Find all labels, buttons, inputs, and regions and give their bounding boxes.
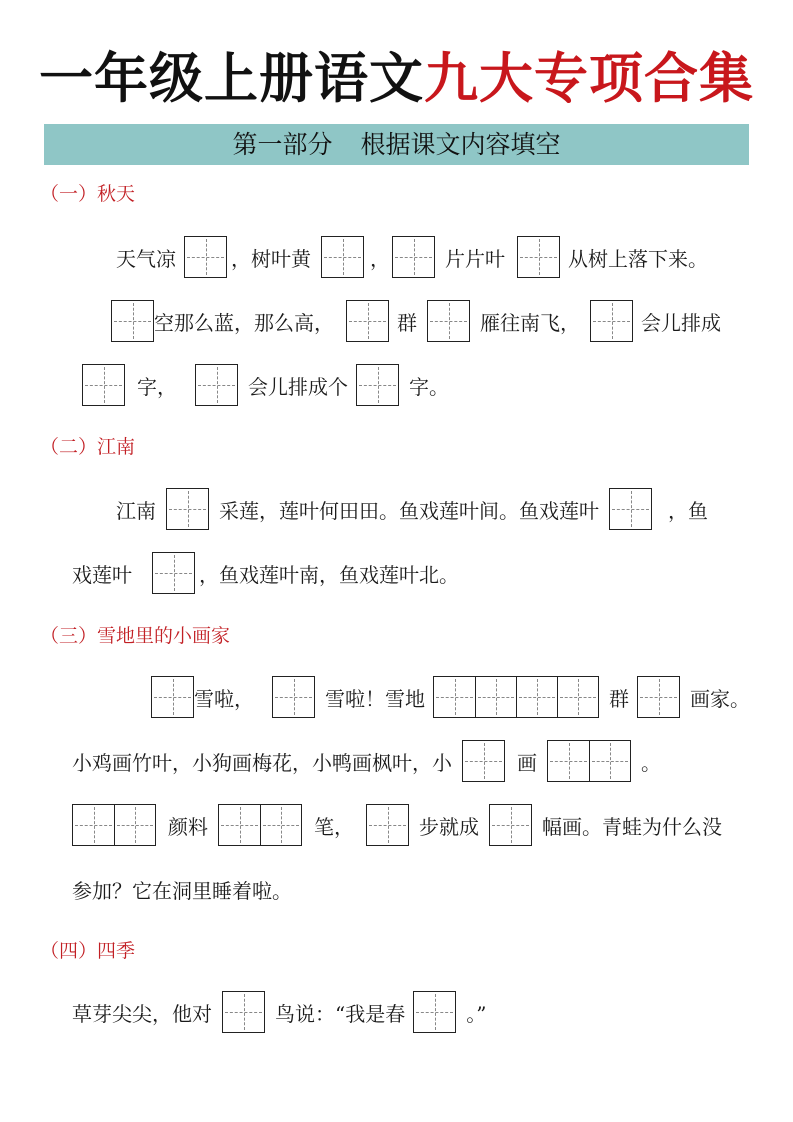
line-text: 。” [466, 1001, 487, 1026]
section-heading-four-seasons: （四）四季 [40, 940, 136, 962]
answer-box[interactable] [272, 676, 315, 718]
answer-box[interactable] [517, 236, 560, 278]
line-text: 画 [517, 750, 537, 775]
answer-box[interactable] [152, 552, 195, 594]
exercise-line [151, 675, 750, 719]
answer-box[interactable] [111, 300, 154, 342]
answer-box[interactable] [366, 804, 409, 846]
line-text: ，树叶黄 [231, 246, 311, 271]
line-text: 会儿排成 [641, 310, 721, 335]
answer-box[interactable] [151, 676, 194, 718]
line-text: 雁往南飞， [480, 310, 580, 335]
answer-box-4[interactable] [433, 676, 599, 718]
line-text: 。 [641, 750, 661, 775]
exercise-line [72, 551, 459, 595]
line-text: 雪啦， [194, 686, 254, 711]
exercise-line [72, 739, 661, 783]
exercise-line [82, 363, 449, 407]
answer-box[interactable] [590, 300, 633, 342]
answer-box[interactable] [222, 991, 265, 1033]
page-title [0, 42, 793, 116]
exercise-line [116, 235, 708, 279]
title-part-1: 一年级上册语文 [39, 47, 424, 110]
answer-box-2[interactable] [218, 804, 302, 846]
line-text: 画家。 [690, 686, 750, 711]
answer-box[interactable] [489, 804, 532, 846]
line-text: 小鸡画竹叶，小狗画梅花，小鸭画枫叶，小 [72, 750, 452, 775]
line-text: 笔， [314, 814, 354, 839]
line-text: ，鱼 [668, 498, 708, 523]
line-text: 群 [609, 686, 629, 711]
exercise-line [116, 487, 708, 531]
line-text: 步就成 [419, 814, 479, 839]
answer-box[interactable] [609, 488, 652, 530]
line-text: 采莲，莲叶何田田。鱼戏莲叶间。鱼戏莲叶 [219, 498, 599, 523]
exercise-line [111, 299, 721, 343]
exercise-line [72, 803, 722, 847]
answer-box[interactable] [82, 364, 125, 406]
title-part-2: 九大专项合集 [424, 47, 754, 110]
answer-box[interactable] [637, 676, 680, 718]
line-text: 天气凉 [116, 246, 176, 271]
section-heading-autumn: （一）秋天 [40, 183, 136, 205]
line-text: ，鱼戏莲叶南，鱼戏莲叶北。 [199, 562, 459, 587]
section-heading-snow-painter: （三）雪地里的小画家 [40, 625, 231, 647]
line-text: 参加？它在洞里睡着啦。 [72, 878, 292, 903]
answer-box-2[interactable] [72, 804, 156, 846]
line-text: 戏莲叶 [72, 562, 132, 587]
exercise-line [72, 990, 486, 1034]
answer-box[interactable] [195, 364, 238, 406]
line-text: 会儿排成个 [248, 374, 348, 399]
line-text: 片片叶 [445, 246, 505, 271]
answer-box[interactable] [166, 488, 209, 530]
answer-box[interactable] [184, 236, 227, 278]
line-text: 雪啦！雪地 [325, 686, 425, 711]
section-banner [44, 124, 749, 165]
answer-box[interactable] [356, 364, 399, 406]
line-text: 字。 [409, 374, 449, 399]
line-text: ， [370, 246, 390, 271]
line-text: 幅画。青蛙为什么没 [542, 814, 722, 839]
answer-box-2[interactable] [547, 740, 631, 782]
line-text: 鸟说：“我是春 [275, 1001, 406, 1026]
line-text: 草芽尖尖，他对 [72, 1001, 212, 1026]
banner-part-label: 第一部分 [232, 130, 333, 159]
exercise-line [72, 867, 292, 911]
line-text: 从树上落下来。 [568, 246, 708, 271]
line-text: 群 [397, 310, 417, 335]
line-text: 江南 [116, 498, 156, 523]
answer-box[interactable] [427, 300, 470, 342]
answer-box[interactable] [346, 300, 389, 342]
banner-part-topic: 根据课文内容填空 [360, 130, 561, 159]
line-text: 空那么蓝，那么高， [154, 310, 334, 335]
answer-box[interactable] [392, 236, 435, 278]
line-text: 字， [137, 374, 177, 399]
line-text: 颜料 [168, 814, 208, 839]
section-heading-jiangnan: （二）江南 [40, 436, 136, 458]
answer-box[interactable] [321, 236, 364, 278]
answer-box[interactable] [413, 991, 456, 1033]
answer-box[interactable] [462, 740, 505, 782]
